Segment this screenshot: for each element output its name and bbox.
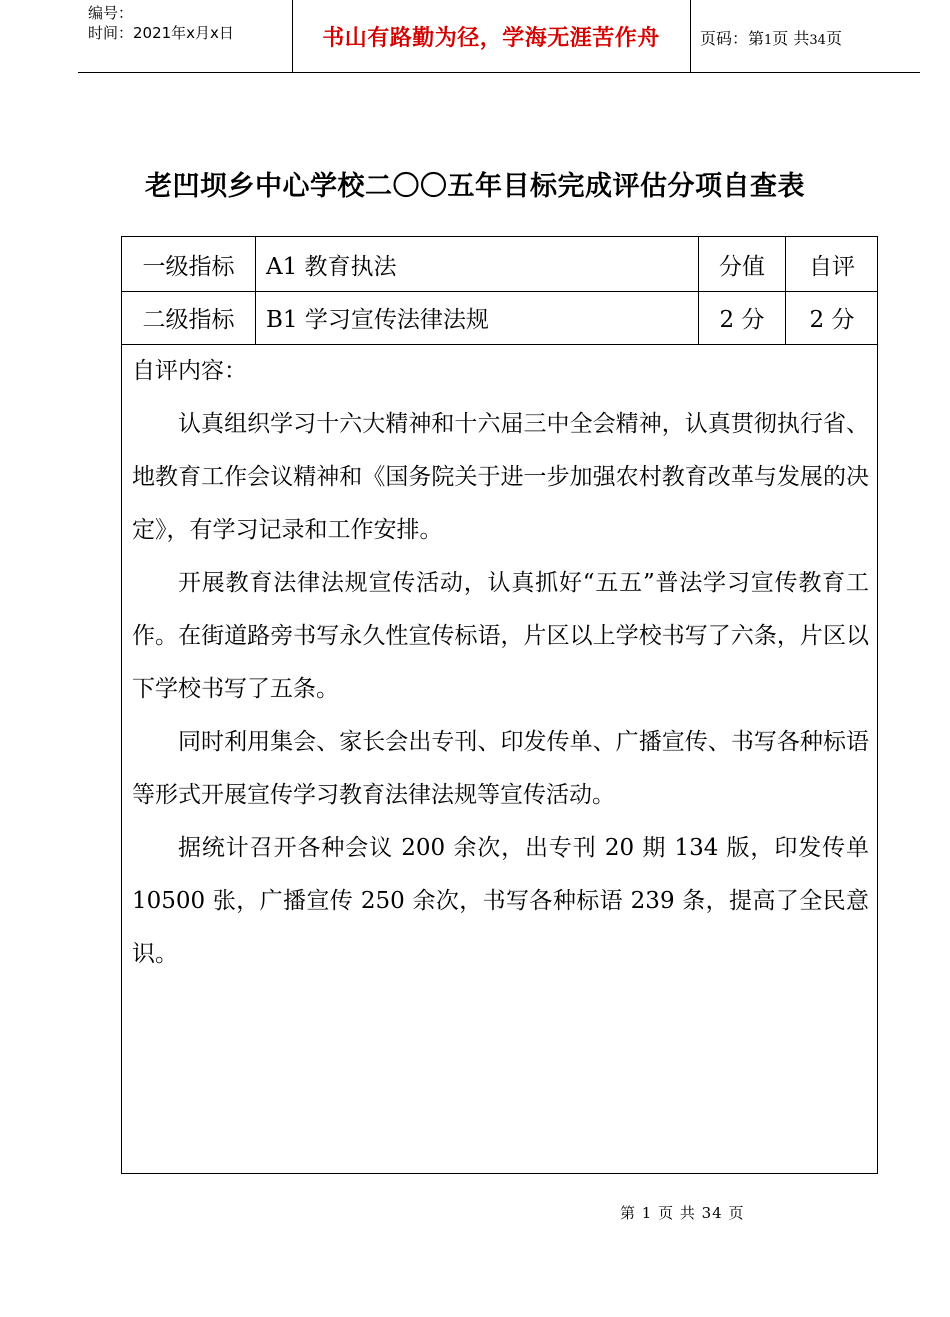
page-total: 34 xyxy=(809,33,826,48)
header-motto xyxy=(292,0,691,72)
self-eval-value: 2 分 xyxy=(809,307,855,333)
header-meta xyxy=(78,0,293,72)
motto-text: 书山有路勤为径，学海无涯苦作舟 xyxy=(322,25,660,51)
table-row-level1 xyxy=(122,237,877,292)
page-current: 1 xyxy=(764,33,773,48)
document-title: 老凹坝乡中心学校二〇〇五年目标完成评估分项自查表 xyxy=(145,171,805,202)
self-eval-content xyxy=(132,345,869,981)
content-label: 自评内容： xyxy=(132,358,247,384)
content-paragraph: 开展教育法律法规宣传活动，认真抓好“五五”普法学习宣传教育工作。在街道路旁书写永久性宣传标语，片区以上学校书写了六条，片区以下学校书写了五条。 xyxy=(132,570,869,702)
content-paragraph: 据统计召开各种会议 200 余次，出专刊 20 期 134 版，印发传单 10500 张，广播宣传 250 余次，书写各种标语 239 条，提高了全民意识。 xyxy=(132,835,869,967)
page-prefix: 页码：第 xyxy=(700,29,765,48)
table-row-level2 xyxy=(122,291,877,345)
level1-label: 一级指标 xyxy=(122,237,256,291)
time-label: 时间：2021年x月x日 xyxy=(88,24,234,42)
page-mid: 页 共 xyxy=(772,29,810,48)
page-header xyxy=(78,0,920,73)
page-footer: 第 1 页 共 34 页 xyxy=(620,1204,745,1222)
serial-label: 编号： xyxy=(88,4,134,22)
content-paragraph: 认真组织学习十六大精神和十六届三中全会精神，认真贯彻执行省、地教育工作会议精神和《国务院关于进一步加强农村教育改革与发展的决定》，有学习记录和工作安排。 xyxy=(132,411,869,543)
self-check-table xyxy=(121,236,878,1174)
header-page-number xyxy=(700,26,842,49)
self-eval-header: 自评 xyxy=(809,253,855,280)
level1-value: A1 教育执法 xyxy=(256,237,699,291)
score-header: 分值 xyxy=(699,237,786,291)
level2-label: 二级指标 xyxy=(122,291,256,344)
level2-value: B1 学习宣传法律法规 xyxy=(256,291,699,344)
page-suffix: 页 xyxy=(825,29,842,48)
content-paragraph: 同时利用集会、家长会出专刊、印发传单、广播宣传、书写各种标语等形式开展宣传学习教育法律法规等宣传活动。 xyxy=(132,729,869,808)
score-value: 2 分 xyxy=(699,291,786,344)
